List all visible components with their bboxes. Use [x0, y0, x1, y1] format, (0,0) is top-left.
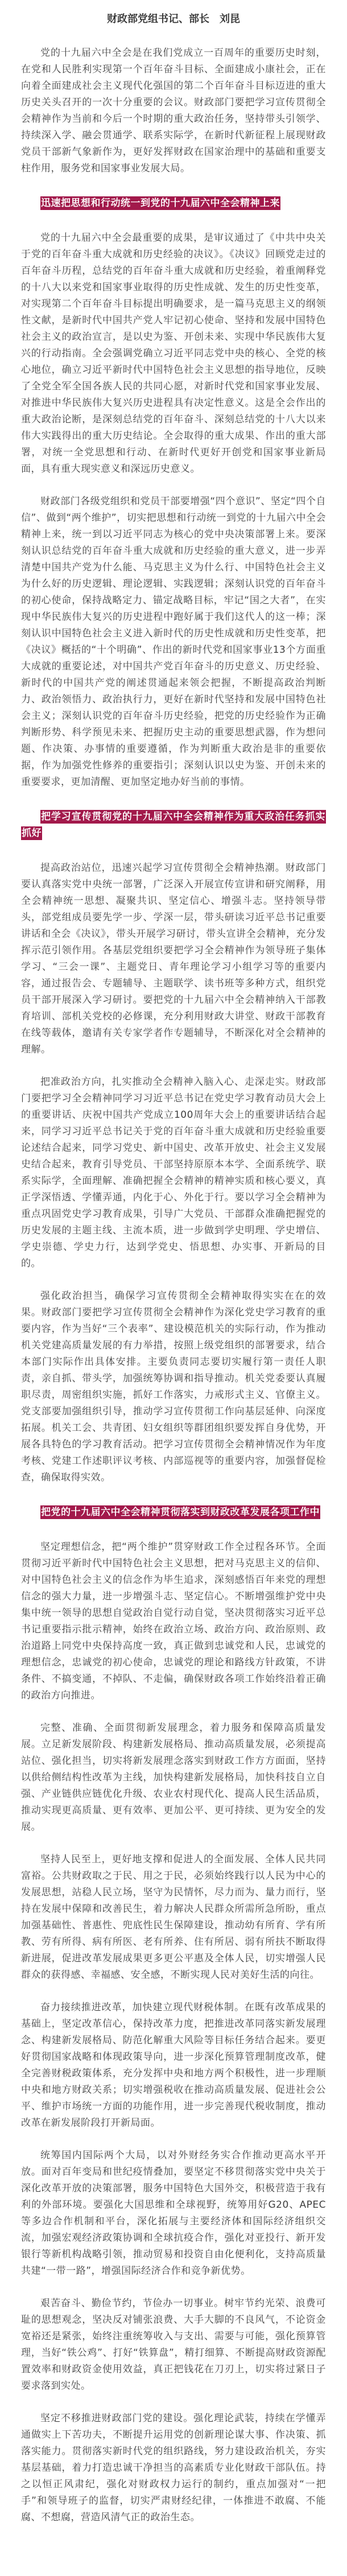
article-paragraph: 统筹国内国际两个大局，以对外财经务实合作推动更高水平开放。面对百年变局和世纪疫情叠加，要坚定不移贯彻落实党中央关于深化改革开放的决策部署，服务中国特色大国外交，积极营造于我有利的外部环境。要强化大国思维和全球视野，统筹用好G20、APEC等多边合作机制和平台，深化拓展与主要经济体和国际经济组织交流，加强宏观经济政策协调和全球抗疫合作，强化对亚投行、新开发银行等新机构战略引领，推动贸易和投资自由化便利化，支持高质量共建“一带一路”，增强国际经济合作和竞争新优势。: [21, 2149, 326, 2277]
section-heading-3: [21, 1504, 326, 1521]
article-paragraph: 党的十九届六中全会最重要的成果，是审议通过了《中共中央关于党的百年奋斗重大成就和历史经验的决议》。《决议》回顾党走过的百年奋斗历程，总结党的百年奋斗重大成就和历史经验，着重阐释党的十八大以来党和国家事业取得的历史性成就、发生的历史性变革，对实现第二个百年奋斗目标提出明确要求，是一篇马克思主义的纲领性文献，是新时代中国共产党人牢记初心使命、坚持和发展中国特色社会主义的政治宣言，是以史为鉴、开创未来、实现中华民族伟大复兴的行动指南。全会强调党确立习近平同志党中央的核心、全党的核心地位，确立习近平新时代中国特色社会主义思想的指导地位，反映了全党全军全国各族人民的共同心愿，对新时代党和国家事业发展、对推进中华民族伟大复兴历史进程具有决定性意义。这是全会作出的重大政治论断，是深刻总结党的百年奋斗、深刻总结党的十八大以来伟大实践得出的重大历史结论。全会取得的重大成果、作出的重大部署，对统一全党思想和行动、在新时代更好开创党和国家事业新局面，具有重大现实意义和深远历史意义。: [21, 232, 326, 475]
article-paragraph: 完整、准确、全面贯彻新发展理念，着力服务和保障高质量发展。立足新发展阶段、构建新发展格局、推动高质量发展，必须提高站位、强化担当，切实将新发展理念落实到财政工作方方面面，坚持以供给侧结构性改革为主线，加快构建新发展格局，加快科技自立自强、产业链供应链优化升级、农业农村现代化、提高人民生活品质，推动实现更高质量、更有效率、更加公平、更可持续、更为安全的发展。: [21, 1722, 326, 1833]
article-paragraph: 财政部门各级党组织和党员干部要增强“四个意识”、坚定“四个自信”、做到“两个维护”，切实把思想和行动统一到党的十九届六中全会精神上来，统一到以习近平同志为核心的党中央决策部署上来。要深刻认识总结党的百年奋斗重大成就和历史经验的重大意义，进一步弄清楚中国共产党为什么能、马克思主义为什么行、中国特色社会主义为什么好的历史逻辑、理论逻辑、实践逻辑；深刻认识党的百年奋斗的初心使命，保持战略定力、锚定战略目标，牢记“国之大者”，在实现中华民族伟大复兴的历史进程中跑好属于我们这代人的这一棒；深刻认识中国特色社会主义进入新时代的历史性成就和历史性变革，把《决议》概括的“十个明确”、作出的新时代党和国家事业13个方面重大成就的重要论述，对中国共产党百年奋斗的历史意义、历史经验、新时代的中国共产党的阐述贯通起来领会把握，不断提高政治判断力、政治领悟力、政治执行力，更好在新时代坚持和发展中国特色社会主义；深刻认识党的百年奋斗历史经验，把党的历史经验作为正确判断形势、科学预见未来、把握历史主动的重要思想武器，作为想问题、作决策、办事情的重要遵循，作为判断重大政治是非的重要依据，作为加强党性修养的重要指引；深刻认识以史为鉴、开创未来的重要要求，更加清醒、更加坚定地办好当前的事情。: [21, 495, 326, 788]
article-paragraph: 坚定理想信念，把“两个维护”贯穿财政工作全过程各环节。全面贯彻习近平新时代中国特色社会主义思想，把对马克思主义的信仰、对中国特色社会主义的信念作为毕生追求，深刻感悟百年来党的理想信念的强大力量，进一步增强斗志、坚定信心。不断增强维护党中央集中统一领导的思想自觉政治自觉行动自觉，坚决贯彻落实习近平总书记重要指示批示精神，始终在政治立场、政治方向、政治原则、政治道路上同党中央保持高度一致，真正做到忠诚党和人民，忠诚党的理想信念，忠诚党的初心使命，忠诚党的理论和路线方针政策，不讲条件、不搞变通，不掉队、不走偏，确保财政各项工作始终沿着正确的政治方向推进。: [21, 1541, 326, 1701]
section-heading-2: [21, 809, 326, 842]
article-paragraph: 把准政治方向，扎实推动全会精神入脑入心、走深走实。财政部门要把学习全会精神同学习习近平总书记在党史学习教育动员大会上的重要讲话、庆祝中国共产党成立100周年大会上的重要讲话结合起来，同学习习近平总书记关于党的百年奋斗重大成就和历史经验重要论述结合起来，同学习党史、新中国史、改革开放史、社会主义发展史结合起来，教育引导党员、干部坚持原原本本学、全面系统学、联系实际学，全面理解、准确把握全会精神的精神实质和核心要义，真正学深悟透、学懂弄通，内化于心、外化于行。要以学习全会精神为重点巩固党史学习教育成果，引导广大党员、干部群众准确把握党的历史发展的主题主线、主流本质，进一步做到学史明理、学史增信、学史崇德、学史力行，达到学党史、悟思想、办实事、开新局的目的。: [21, 1076, 326, 1269]
article-paragraph: 强化政治担当，确保学习宣传贯彻全会精神取得实实在在的效果。财政部门要把学习宣传贯彻全会精神作为深化党史学习教育的重要内容，作为当好“三个表率”、建设模范机关的实际行动，作为推动机关党建高质量发展的有力举措，按照上级党组织的部署要求，结合本部门实际作出具体安排。主要负责同志要切实履行第一责任人职责，亲自抓、带头学，加强统筹协调和指导推动。机关党委要认真履职尽责，周密组织实施，抓好工作落实，力戒形式主义、官僚主义。党支部要加强组织引导，推动学习宣传贯彻工作向基层延伸、向深度拓展。机关工会、共青团、妇女组织等群团组织要发挥自身优势，开展各具特色的学习教育活动。把学习宣传贯彻全会精神情况作为年度考核、党建工作述职评议考核、内部巡视等的重要内容，加强督促检查，确保取得实效。: [21, 1290, 326, 1483]
article-paragraph: 坚持人民至上，更好地支撑和促进人的全面发展、全体人民共同富裕。公共财政取之于民、用之于民，必须始终践行以人民为中心的发展思想，站稳人民立场，坚守为民情怀，尽力而为、量力而行，坚持在发展中保障和改善民生，着力解决人民群众所需所急所盼，重点加强基础性、普惠性、兜底性民生保障建设，推动幼有所育、学有所教、劳有所得、病有所医、老有所养、住有所居、弱有所扶不断取得新进展，促进改革发展成果更多更公平惠及全体人民，切实增强人民群众的获得感、幸福感、安全感，不断实现人民对美好生活的向往。: [21, 1853, 326, 1981]
article-byline: 财政部党组书记、部长 刘昆: [107, 13, 240, 25]
article-paragraph: 艰苦奋斗、勤俭节约，节俭办一切事业。树牢节约光荣、浪费可耻的思想观念，坚决反对铺张浪费、大手大脚的不良风气，不论资金宽裕还是紧张，始终注重统筹收入与支出、需要与可能，强化预算管理，当好“铁公鸡”、打好“铁算盘”，精打细算、不断提高财政资源配置效率和财政资金使用效益，真正把钱花在刀刃上，切实将过紧日子要求落到实处。: [21, 2297, 326, 2392]
article-paragraph-intro: 党的十九届六中全会是在我们党成立一百周年的重要历史时刻，在党和人民胜利实现第一个百年奋斗目标、全面建成小康社会，正在向着全面建成社会主义现代化强国的第二个百年奋斗目标迈进的重大历史关头召开的一次十分重要的会议。财政部门要把学习宣传贯彻全会精神作为当前和今后一个时期的重大政治任务，坚持带头引领学、持续深入学、融会贯通学、联系实际学，在新时代新征程上展现财政党员干部新气象新作为，更好发挥财政在国家治理中的基础和重要支柱作用，服务党和国家事业发展大局。: [21, 47, 326, 174]
section-heading-2-text: 把学习宣传贯彻党的十九届六中全会精神作为重大政治任务抓实抓好: [22, 810, 325, 839]
section-heading-1: [21, 195, 326, 212]
article-paragraph: 提高政治站位，迅速兴起学习宣传贯彻全会精神热潮。财政部门要认真落实党中央统一部署，广泛深入开展宣传宣讲和研究阐释，用全会精神统一思想、凝聚共识、坚定信心、增强斗志。坚持领导带头，部党组成员要先学一步、学深一层，带头研读习近平总书记重要讲话和全会《决议》，带头开展学习研讨，带头宣讲全会精神，充分发挥示范引领作用。各基层党组织要把学习全会精神作为领导班子集体学习、“三会一课”、主题党日、青年理论学习小组学习等的重要内容，通过报告会、专题辅导、主题联学、读书班等多种方式，组织党员干部开展深入学习研讨。要把党的十九届六中全会精神纳入干部教育培训、部机关党校的必修课，充分利用财政大讲堂、财政干部教育在线等载体，邀请有关专家学者作专题辅导，不断深化对全会精神的理解。: [21, 862, 326, 1055]
section-heading-1-text: 迅速把思想和行动统一到党的十九届六中全会精神上来: [41, 197, 280, 209]
section-heading-3-text: 把党的十九届六中全会精神贯彻落实到财政改革发展各项工作中: [41, 1506, 320, 1518]
article-paragraph: 奋力接续推进改革，加快建立现代财税体制。在既有改革成果的基础上，坚定改革信心，保持改革力度，把推进改革同落实新发展理念、构建新发展格局、防范化解重大风险等目标任务结合起来。要更好贯彻国家战略和体现政策导向，进一步深化预算管理制度改革，健全完善财税政策体系，充分发挥中央和地方两个积极性，进一步理顺中央和地方财政关系；切实增强税收在推动高质量发展、促进社会公平、维护市场统一方面的功能作用，进一步完善现代税收制度，推动改革在新发展阶段打开新局面。: [21, 2001, 326, 2129]
article-paragraph: 坚定不移推进财政部门党的建设。强化理论武装，持续在学懂弄通做实上下苦功夫，不断提升运用党的创新理论谋大事、作决策、抓落实能力。贯彻落实新时代党的组织路线，努力建设政治机关，夯实基层基础，着力打造忠诚干净担当的高素质专业化财政干部队伍。持之以恒正风肃纪，强化对财政权力运行的制约，重点加强对“一把手”和领导班子的监督，切实严肃财经纪律，一体推进不敢腐、不能腐、不想腐，营造风清气正的政治生态。: [21, 2412, 326, 2523]
